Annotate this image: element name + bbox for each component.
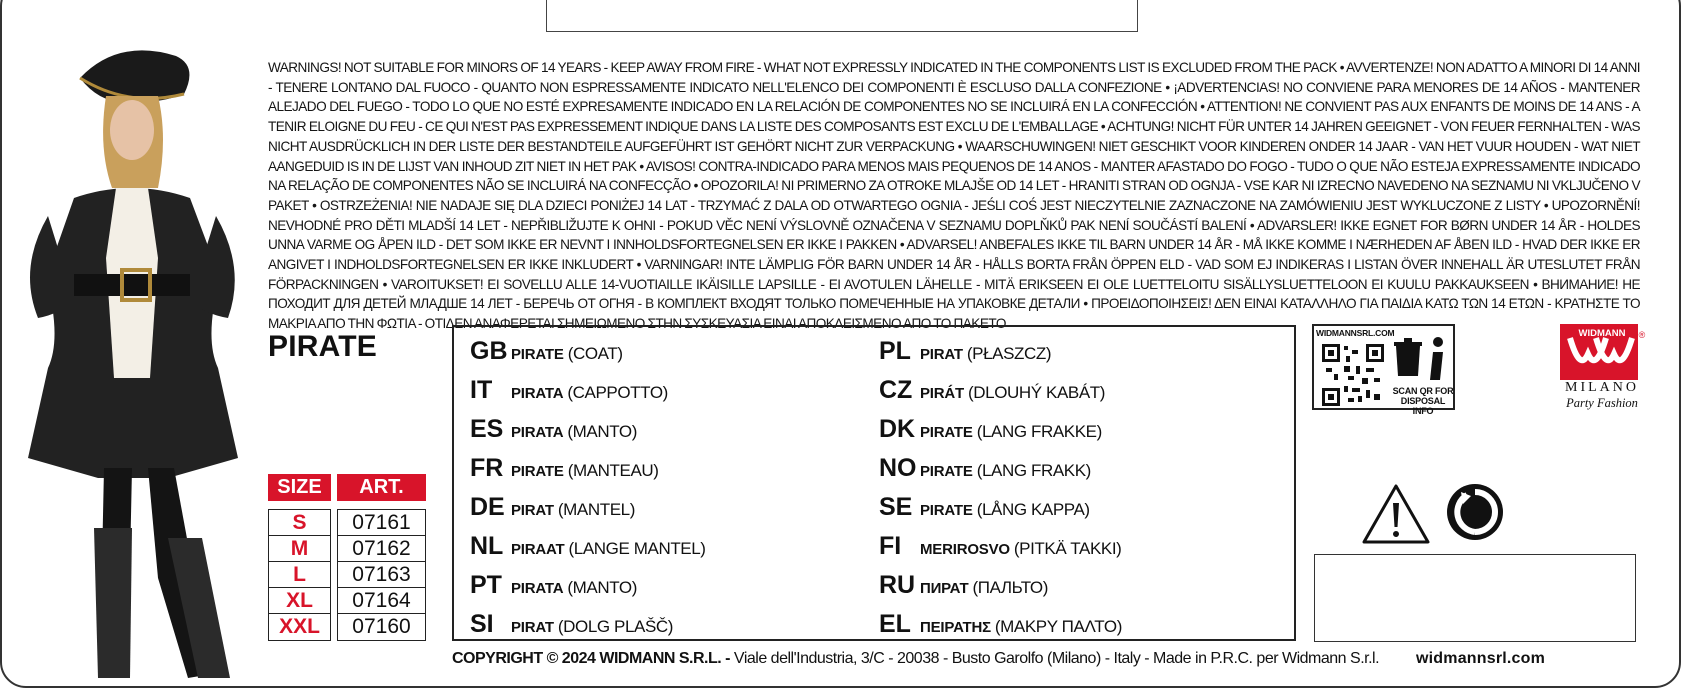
lang-name: PIRÁT	[920, 385, 965, 402]
lang-code: PT	[470, 571, 502, 599]
size-cell: XL	[269, 588, 330, 614]
lang-code: SE	[879, 493, 913, 521]
size-cell: S	[269, 510, 330, 536]
lang-desc: (CAPPOTTO)	[567, 383, 668, 402]
lang-row-ru	[879, 571, 1048, 601]
copyright-label: COPYRIGHT © 2024 WIDMANN S.R.L. -	[452, 650, 730, 667]
brand-tagline: Party Fashion	[1566, 396, 1638, 410]
recycle-bin-icon	[1390, 332, 1452, 386]
article-cell: 07161	[338, 510, 425, 536]
lang-desc: (ПАЛЬТО)	[972, 578, 1049, 597]
lang-code: FR	[470, 454, 504, 482]
lang-code: DE	[470, 493, 505, 521]
lang-row-cz	[879, 376, 1105, 406]
lang-row-pl	[879, 337, 1051, 367]
company-address: Viale dell'Industria, 3/C - 20038 - Busto Garolfo (Milano) - Italy - Made in P.R.C. per Widmann S.r.l.	[729, 650, 1380, 667]
lang-name: PIRAT	[511, 502, 554, 519]
lang-code: CZ	[879, 376, 913, 404]
lang-desc: (MANTEAU)	[567, 461, 659, 480]
lang-code: PL	[879, 337, 911, 365]
size-cell: M	[269, 536, 330, 562]
lang-code: RU	[879, 571, 916, 599]
lang-name: PIRATE	[920, 502, 973, 519]
size-article-table	[268, 474, 426, 641]
copyright-line	[452, 650, 1379, 668]
article-cell: 07163	[338, 562, 425, 588]
lang-desc: (LANGE MANTEL)	[568, 539, 706, 558]
size-cell: XXL	[279, 615, 320, 638]
lang-name: PIRAT	[920, 346, 963, 363]
lang-desc: (LANG FRAKKE)	[976, 422, 1102, 441]
qr-scan-caption	[1390, 386, 1456, 416]
size-header: SIZE	[268, 474, 331, 501]
lang-row-de	[470, 493, 635, 523]
product-title: PIRATE	[268, 330, 377, 363]
lang-row-el	[879, 610, 1122, 640]
website-link[interactable]: widmannsrl.com	[1416, 650, 1546, 667]
lang-name: PIRATE	[511, 346, 564, 363]
safety-warnings-text: WARNINGS! NOT SUITABLE FOR MINORS OF 14 YEARS - KEEP AWAY FROM FIRE - WHAT NOT EXPRESSLY INDICATED IN THE COMPONENTS LIST IS EXCLUDED FROM THE PACK • AVVERTENZE! NON ADATTO A MINORI DI 14 ANNI - TENERE LONTANO DAL FUOCO - QUANTO NON ESPRESSAMENTE INDICATO NELL'ELENCO DEI COMPONENTI È ESCLUSO DALLA CONFEZIONE • ¡ADVERTENCIAS! NO CONVIENE PARA MENORES DE 14 AÑOS - MANTENER ALEJADO DEL FUEGO - TODO LO QUE NO ESTÉ EXPRESAMENTE INDICADO EN LA RELACIÓN DE COMPONENTES NO SE INCLUIRÁ EN LA CONFECCIÓN • ATTENTION! NE CONVIENT PAS AUX ENFANTS DE MOINS DE 14 ANS - A TENIR ELOIGNE DU FEU - CE QUI N'EST PAS EXPRESSEMENT INDIQUE DANS LA LISTE DES COMPOSANTS EST EXCLU DE L'EMBALLAGE • ACHTUNG! NICHT FÜR UNTER 14 JAHREN GEEIGNET - VON FEUER FERNHALTEN - WAS NICHT AUSDRÜCKLICH IN DER LISTE DER BESTANDTEILE AUFGEFÜHRT IST GEHÖRT NICHT ZUR VERPACKUNG • WAARSCHUWINGEN! NIET GESCHIKT VOOR KINDEREN ONDER 14 JAAR - VAN HET VUUR HOUDEN - WAT NIET AANGEDUID IS IN DE LIJST VAN INHOUD ZIT NIET IN HET PAK • AVISOS! CONTRA-INDICADO PARA MENOS MAIS PEQUENOS DE 14 ANOS - MANTER AFASTADO DO FOGO - TUDO O QUE NÃO ESTEJA EXPRESSAMENTE INDICADO NA RELAÇÃO DE COMPONENTES NÃO SE INCLUIRÁ NA CONFECÇÃO • OPOZORILA! NI PRIMERNO ZA OTROKE MLAJŠE OD 14 LET - HRANITI STRAN OD OGNJA - VSE KAR NI IZRECNO NAVEDENO NA SEZNAMU NI VKLJUČENO V PAKET • OSTRZEŻENIA! NIE NADAJE SIĘ DLA DZIECI PONIŻEJ 14 LAT - TRZYMAĆ Z DALA OD OTWARTEGO OGNIA - JEŚLI COŚ JEST NIECZYTELNIE ZAZNACZONE NA ZAMÓWIENIU JEST WYKLUCZONE Z LISTY • UPOZORNĚNÍ! NEVHODNÉ PRO DĚTI MLADŠÍ 14 LET - NEPŘIBLIŽUJTE K OHNI - POKUD VĚC NENÍ VÝSLOVNĚ OZNAČENA V SEZNAMU DOPLŇKŮ PAK NENÍ SOUČÁSTÍ BALENÍ • ADVARSLER! IKKE EGNET FOR BØRN UNDER 14 ÅR - HOLDES UNNA VARME OG ÅPEN ILD - DET SOM IKKE ER NEVNT I INNHOLDSFORTEGNELSEN ER IKKE I PAKKEN • ADVARSEL! ANBEFALES IKKE TIL BARN UNDER 14 ÅR - MÅ IKKE KOMME I NÆRHEDEN AF ÅBEN ILD - HVAD DER IKKE ER ANGIVET I INDHOLDSFORTEGNELSEN ER IKKE INKLUDERT • VARNINGAR! INTE LÄMPLIG FÖR BARN UNDER 14 ÅR - HÅLLS BORTA FRÅN ÖPPEN ELD - VAD SOM EJ INDIKERAS I LISTAN ÖVER INNEHALL ÄR UTESLUTET FRÅN FÖRPACKNINGEN • VAROITUKSET! EI SOVELLU ALLE 14-VUOTIAILLE IKÄISILLE LAPSILLE - EI AVOTULEN LÄHELLE - MITÄ ERIKSEEN EI OLE LUETTELOITU SISÄLLYSLUETTELOON EI KUULU PAKKAUKSEEN • ВНИМАНИЕ! НЕ ПОХОДИТ ДЛЯ ДЕТЕЙ МЛАДШЕ 14 ЛЕТ - БЕРЕЧЬ ОТ ОГНЯ - В КОМПЛЕКТ ВХОДЯТ ТОЛЬКО ПОМЕЧЕННЫЕ НА УПАКОВКЕ ДЕТАЛИ • ΠΡΟΕΙΔΟΠΟΙΗΣΕΙΣ! ΔΕΝ ΕΙΝΑΙ ΚΑΤΑΛΛΗΛΟ ΓΙΑ ΠΑΙΔΙΑ ΚΑΤΩ ΤΩΝ 14 ΕΤΩΝ - ΚΡΑΤΗΣΤΕ ΤΟ ΜΑΚΡΙΑ ΑΠΟ ΤΗΝ ΦΩΤΙΑ - ΟΤΙΔΕΝ ΑΝΑΦΕΡΕΤΑΙ ΣΗΜΕΙΩΜΕΝΟ ΣΤΗΝ ΣΥΣΚΕΥΑΣΙΑ ΕΙΝΑΙ ΑΠΟΚΛΕΙΣΜΕΝΟ ΑΠΟ ΤΟ ΠΑΚΕΤΟ	[268, 60, 1640, 332]
warning-triangle-icon	[1361, 483, 1431, 545]
lang-desc: (PITKÄ TAKKI)	[1013, 539, 1122, 558]
article-header: ART.	[337, 474, 426, 501]
lang-row-nl	[470, 532, 706, 562]
lang-desc: (MANTO)	[567, 422, 638, 441]
qr-disposal-panel	[1312, 324, 1455, 416]
lang-name: ПИРАТ	[920, 580, 969, 597]
lang-desc: (COAT)	[567, 344, 623, 363]
lang-desc: (LANG FRAKK)	[976, 461, 1091, 480]
lang-name: PIRATE	[920, 424, 973, 441]
lang-row-dk	[879, 415, 1102, 445]
lang-desc: (ΜΑΚΡΥ ΠΑΛΤΟ)	[994, 617, 1122, 636]
lang-name: PIRATE	[920, 463, 973, 480]
lang-row-fr	[470, 454, 659, 484]
blank-label-box	[1314, 554, 1636, 642]
lang-row-pt	[470, 571, 637, 601]
qr-code-icon[interactable]	[1322, 344, 1384, 406]
lang-code: DK	[879, 415, 916, 443]
lang-name: PIRATA	[511, 424, 564, 441]
size-cell: L	[269, 562, 330, 588]
lang-name: MERIROSVO	[920, 541, 1010, 558]
article-cell: 07160	[352, 615, 411, 638]
lang-row-it	[470, 376, 668, 406]
lang-row-si	[470, 610, 673, 640]
lang-code: IT	[470, 376, 493, 404]
lang-desc: (LÅNG KAPPA)	[976, 500, 1090, 519]
qr-scan-line2: DISPOSAL INFO	[1400, 396, 1446, 416]
lang-desc: (DOLG PLAŠČ)	[557, 617, 674, 636]
lang-desc: (DLOUHÝ KABÁT)	[968, 383, 1106, 402]
lang-name: PIRATA	[511, 580, 564, 597]
qr-scan-line1: SCAN QR FOR	[1392, 386, 1454, 396]
lang-code: NL	[470, 532, 504, 560]
lang-desc: (MANTO)	[567, 578, 638, 597]
lang-name: ΠΕΙΡΑΤΗΣ	[920, 619, 991, 636]
article-column	[337, 509, 426, 641]
lang-code: EL	[879, 610, 911, 638]
lang-code: GB	[470, 337, 508, 365]
lang-row-es	[470, 415, 637, 445]
lang-name: PIRAAT	[511, 541, 565, 558]
language-translations-box	[452, 325, 1296, 641]
lang-row-no	[879, 454, 1091, 484]
widmann-logo	[1560, 324, 1646, 380]
lang-desc: (MANTEL)	[557, 500, 635, 519]
widmann-registered-mark: ®	[1638, 330, 1646, 340]
green-dot-recycle-icon	[1445, 482, 1505, 542]
pirate-model-photo	[8, 38, 270, 678]
lang-name: PIRAT	[511, 619, 554, 636]
brand-city: MILANO	[1565, 380, 1639, 395]
top-label-box	[546, 0, 1138, 32]
lang-row-se	[879, 493, 1090, 523]
lang-name: PIRATE	[511, 463, 564, 480]
lang-code: ES	[470, 415, 504, 443]
lang-code: SI	[470, 610, 494, 638]
lang-code: NO	[879, 454, 917, 482]
lang-code: FI	[879, 532, 902, 560]
lang-name: PIRATA	[511, 385, 564, 402]
article-cell: 07164	[338, 588, 425, 614]
widmann-logo-text: WIDMANN	[1578, 328, 1626, 339]
size-column	[268, 509, 331, 641]
lang-desc: (PŁASZCZ)	[966, 344, 1052, 363]
qr-site-label: WIDMANNSRL.COM	[1316, 328, 1395, 338]
article-cell: 07162	[338, 536, 425, 562]
lang-row-gb	[470, 337, 623, 367]
lang-row-fi	[879, 532, 1121, 562]
